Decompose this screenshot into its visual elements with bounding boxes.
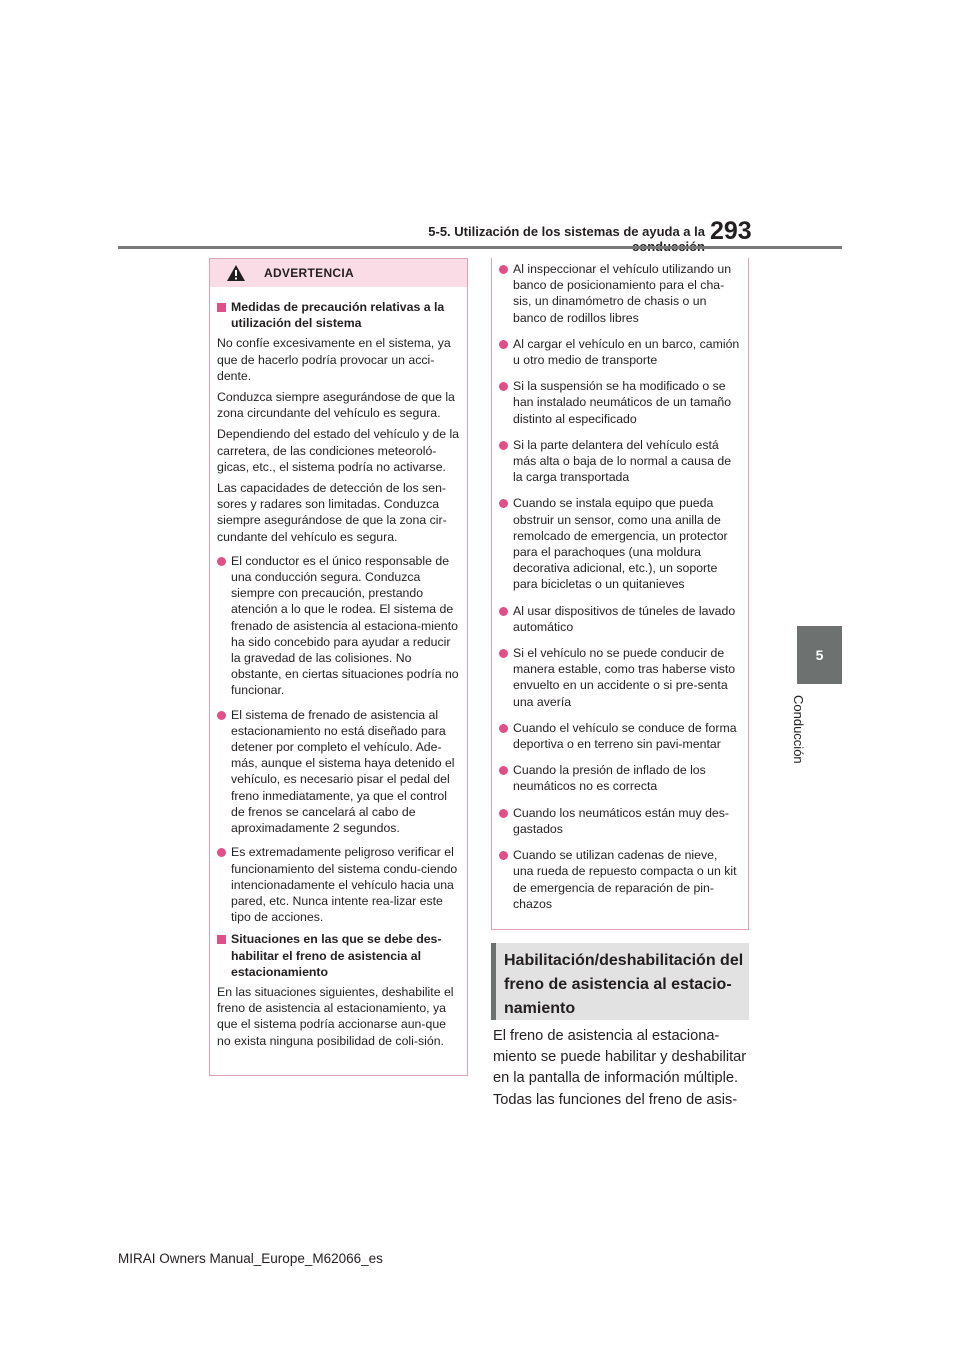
warning-heading-1: Medidas de precaución relativas a la utilización del sistema xyxy=(217,299,460,331)
round-bullet-icon xyxy=(499,499,508,508)
round-bullet-icon xyxy=(499,809,508,818)
round-bullet-icon xyxy=(499,724,508,733)
round-bullet-icon xyxy=(499,340,508,349)
warning-triangle-icon xyxy=(226,264,246,282)
round-bullet-icon xyxy=(499,441,508,450)
warning-title: ADVERTENCIA xyxy=(264,266,354,280)
situation-item: Cuando la presión de inflado de los neumáticos no es correcta xyxy=(499,762,740,794)
situation-item: Cuando el vehículo se conduce de forma deportiva o en terreno sin pavi-mentar xyxy=(499,720,740,752)
warning-body xyxy=(210,287,467,1049)
section-title: 5-5. Utilización de los sistemas de ayuda a la xyxy=(428,224,705,239)
round-bullet-icon xyxy=(499,649,508,658)
situation-item: Si el vehículo no se puede conducir de manera estable, como tras haberse visto envuelto en un accidente o si pre-senta una avería xyxy=(499,645,740,710)
square-bullet-icon xyxy=(217,303,226,312)
situation-item: Si la suspensión se ha modificado o se han instalado neumáticos de un tamaño distinto al especificado xyxy=(499,378,740,427)
square-bullet-icon xyxy=(217,935,226,944)
round-bullet-icon xyxy=(499,607,508,616)
warning-paragraph: Conduzca siempre asegurándose de que la zona circundante del vehículo es segura. xyxy=(217,390,455,421)
situation-item: Cuando los neumáticos están muy des-gastados xyxy=(499,805,740,837)
situation-item: Cuando se instala equipo que pueda obstruir un sensor, como una anilla de remolcado de emergencia, un protector para el parachoques (una moldura decorativa adicional, etc.), un soporte para bicicletas o un quitanieves xyxy=(499,495,740,592)
situation-item: Al inspeccionar el vehículo utilizando un banco de posicionamiento para el cha-sis, un dinamómetro de chasis o un banco de rodillos libres xyxy=(499,261,740,326)
chapter-label: Conducción xyxy=(791,695,806,764)
footer-text: MIRAI Owners Manual_Europe_M62066_es xyxy=(118,1251,383,1266)
warning-paragraph: Las capacidades de detección de los sen-sores y radares son limitadas. Conduzca siempre asegurándose de que la zona cir-cundante del vehículo es segura. xyxy=(217,481,447,544)
situation-item: Si la parte delantera del vehículo está más alta o baja de lo normal a causa de la carga transportada xyxy=(499,437,740,486)
warning-header xyxy=(210,259,467,287)
warning-bullet: El conductor es el único responsable de una conducción segura. Conduzca siempre con precaución, prestando atención a lo que le rodea. El sistema de frenado de asistencia al estaciona-miento ha sido concebido para ayudar a reducir la gravedad de las colisiones. No obstante, en ciertas situaciones podría no funcionar. xyxy=(217,553,460,699)
round-bullet-icon xyxy=(499,265,508,274)
round-bullet-icon xyxy=(217,557,226,566)
situations-list xyxy=(491,258,749,930)
warning-heading-2: Situaciones en las que se debe des-habilitar el freno de asistencia al estacionamiento xyxy=(217,931,460,980)
round-bullet-icon xyxy=(217,848,226,857)
warning-box xyxy=(209,258,468,1076)
section-heading xyxy=(491,943,749,1020)
round-bullet-icon xyxy=(217,711,226,720)
warning-bullet: Es extremadamente peligroso verificar el funcionamiento del sistema condu-ciendo intencionadamente el vehículo hacia una pared, etc. Nunca intente rea-lizar este tipo de acciones. xyxy=(217,844,460,925)
round-bullet-icon xyxy=(499,851,508,860)
round-bullet-icon xyxy=(499,766,508,775)
warning-paragraph: En las situaciones siguientes, deshabilite el freno de asistencia al estacionamiento, ya que el sistema podría accionarse aun-que no exista ninguna posibilidad de coli-sión. xyxy=(217,984,454,1048)
body-paragraph: El freno de asistencia al estaciona-miento se puede habilitar y deshabilitar en la pantalla de información múltiple. Todas las funciones del freno de asis- xyxy=(493,1028,747,1108)
warning-paragraph: Dependiendo del estado del vehículo y de la carretera, de las condiciones meteoroló-gicas, etc., el sistema podría no activarse. xyxy=(217,427,460,474)
situation-item: Al cargar el vehículo en un barco, camión u otro medio de transporte xyxy=(499,336,740,368)
warning-bullet: El sistema de frenado de asistencia al estacionamiento no está diseñado para detener por completo el vehículo. Ade-más, aunque el sistema haya detenido el vehículo, es necesario pisar el pedal del freno inmediatamente, ya que el control de frenos se cancelará al cabo de aproximadamente 2 segundos. xyxy=(217,707,460,837)
chapter-tab: 5 xyxy=(797,626,842,684)
warning-paragraph: No confíe excesivamente en el sistema, ya que de hacerlo podría provocar un acci-dente. xyxy=(217,336,451,383)
page-number: 293 xyxy=(710,217,752,245)
round-bullet-icon xyxy=(499,382,508,391)
situation-item: Al usar dispositivos de túneles de lavado automático xyxy=(499,603,740,635)
situation-item: Cuando se utilizan cadenas de nieve, una rueda de repuesto compacta o un kit de emergencia de reparación de pin-chazos xyxy=(499,847,740,912)
section-heading-text: Habilitación/deshabilitación del freno de asistencia al estacio-namiento xyxy=(504,952,744,1017)
header-rule xyxy=(118,246,842,249)
